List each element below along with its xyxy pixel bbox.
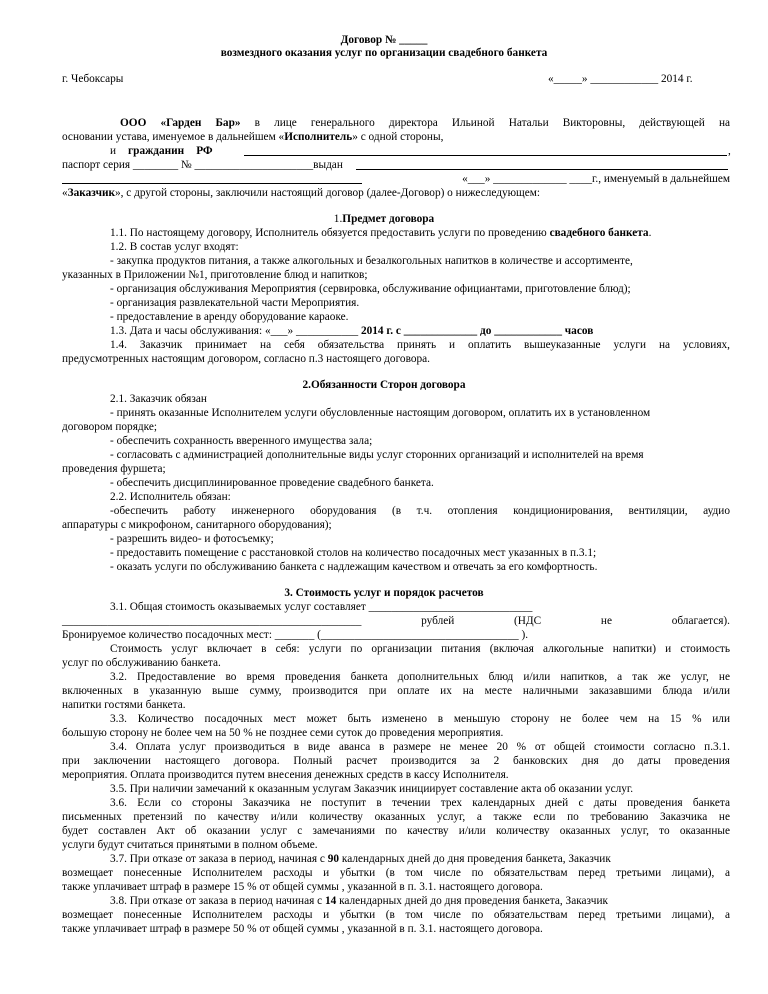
preamble-text: « bbox=[62, 187, 68, 199]
clause-1-2-c: - организация развлекательной части Мероприятия. bbox=[110, 297, 360, 309]
clause-text: 3.8. При отказе от заказа в период начиная с bbox=[110, 895, 325, 907]
clause-3-6: 3.6. Если со стороны Заказчика не поступит в течении трех календарных дней с даты проведения банкета bbox=[110, 797, 730, 809]
clause-3-7-cont: возмещает понесенные Исполнителем расходы и убытки (в том числе по обязательствам перед третьими лицами), а bbox=[62, 867, 730, 879]
clause-3-3: 3.3. Количество посадочных мест может быть изменено в меньшую сторону не более чем на 15 % или bbox=[110, 713, 730, 725]
year-label: 2014 г. bbox=[360, 325, 394, 337]
clause-3-7-end: также уплачивает штраф в размере 15 % от общей суммы , указанной в п. 3.1. настоящего договора. bbox=[62, 881, 543, 893]
clause-1-3 bbox=[110, 325, 593, 338]
section-3-title: 3. Стоимость услуг и порядок расчетов bbox=[284, 587, 484, 599]
clause-text: . bbox=[648, 227, 652, 239]
company-name: ООО «Гарден Бар» bbox=[120, 117, 241, 129]
preamble-line-3 bbox=[110, 145, 213, 158]
clause-2-1-d: - обеспечить дисциплинированное проведение свадебного банкета. bbox=[110, 477, 434, 489]
preamble-line-1 bbox=[62, 117, 730, 130]
clause-3-8 bbox=[110, 895, 608, 908]
clause-3-6-end: услуги будут считаться принятыми в полном объеме. bbox=[62, 839, 318, 851]
clause-text: 1.3. Дата и часы обслуживания: «___» ___________ bbox=[110, 325, 361, 337]
clause-3-2: 3.2. Предоставление во время проведения банкета дополнительных блюд и/или напитков, а так же услуг, не bbox=[110, 671, 730, 683]
passport-issued-field[interactable] bbox=[356, 159, 728, 170]
clause-2-2: 2.2. Исполнитель обязан: bbox=[110, 491, 231, 503]
section-2-title: 2.Обязанности Сторон договора bbox=[302, 379, 466, 391]
clause-3-8-cont: возмещает понесенные Исполнителем расходы и убытки (в том числе по обязательствам перед третьими лицами), а bbox=[62, 909, 730, 921]
days-90: 90 bbox=[327, 853, 340, 865]
clause-text: 1.1. По настоящему договору, Исполнитель обязуется предоставить услуги по проведению bbox=[110, 227, 550, 239]
executor-label: Исполнитель bbox=[284, 131, 353, 143]
clause-2-2-d: - оказать услуги по обслуживанию банкета с надлежащим качеством и отвечать за его комфортность. bbox=[110, 561, 598, 573]
clause-3-2-end: напитки гостями банкета. bbox=[62, 699, 186, 711]
clause-text: календарных дней до дня проведения банкета, Заказчик bbox=[339, 853, 611, 865]
clause-1-2-a-cont: указанных в Приложении №1, приготовление блюд и напитков; bbox=[62, 269, 368, 281]
days-14: 14 bbox=[324, 895, 337, 907]
clause-2-2-a: -обеспечить работу инженерного оборудования (в т.ч. отопления кондиционирования, вентиляции, аудио bbox=[110, 505, 730, 517]
clause-3-1-includes-cont: услуг по обслуживанию банкета. bbox=[62, 657, 221, 669]
clause-3-4: 3.4. Оплата услуг производиться в виде аванса в размере не менее 20 % от общей стоимости согласно п.3.1. bbox=[110, 741, 730, 753]
contract-title: Договор № _____ bbox=[340, 34, 428, 46]
clause-3-8-end: также уплачивает штраф в размере 50 % от общей суммы , указанной в п. 3.1. настоящего договора. bbox=[62, 923, 543, 935]
clause-2-1-b: - обеспечить сохранность вверенного имущества зала; bbox=[110, 435, 373, 447]
customer-name-field[interactable] bbox=[244, 145, 727, 156]
clause-3-1: 3.1. Общая стоимость оказываемых услуг составляет _____________________________ bbox=[110, 601, 533, 613]
clause-1-1 bbox=[110, 227, 651, 240]
clause-2-2-c: - предоставить помещение с расстановкой столов на количество посадочных мест указанных в п.3.1; bbox=[110, 547, 597, 559]
clause-2-2-a-cont: аппаратуры с микрофоном, санитарного оборудования); bbox=[62, 519, 332, 531]
clause-2-1-c: - согласовать с администрацией дополнительные виды услуг сторонних организаций и исполнителей на время bbox=[110, 449, 644, 461]
contract-subtitle: возмездного оказания услуг по организации свадебного банкета bbox=[220, 47, 548, 59]
issuer-field[interactable] bbox=[62, 173, 362, 184]
clause-3-2-cont: включенных в указанную выше сумму, производится при оплате их на месте наличными заказавшими блюда и/или bbox=[62, 685, 730, 697]
preamble-line-2 bbox=[62, 131, 443, 144]
clause-text: календарных дней до дня проведения банкета, Заказчик bbox=[336, 895, 609, 907]
clause-3-4-cont: при заключении настоящего договора. Полный расчет производится за 2 банковских дня до даты проведения bbox=[62, 755, 730, 767]
customer-label: Заказчик bbox=[67, 187, 115, 199]
clause-2-1-c-cont: проведения фуршета; bbox=[62, 463, 166, 475]
preamble-line-6 bbox=[62, 187, 540, 200]
clause-3-7 bbox=[110, 853, 730, 866]
clause-text: 3.7. При отказе от заказа в период, начиная с bbox=[110, 853, 328, 865]
clause-1-4: 1.4. Заказчик принимает на себя обязательства принять и оплатить вышеуказанные услуги на условиях, bbox=[110, 339, 730, 351]
clause-3-1-amount: _____________________________________________________ рублей (НДС не облагается). bbox=[62, 615, 730, 627]
country-label: РФ bbox=[196, 145, 213, 157]
clause-3-4-end: мероприятия. Оплата производится путем внесения денежных средств в кассу Исполнителя. bbox=[62, 769, 509, 781]
seats-line: Бронируемое количество посадочных мест: _______ (___________________________________ ). bbox=[62, 629, 529, 641]
preamble-text: » с одной стороны, bbox=[352, 131, 444, 143]
section-1-title bbox=[0, 213, 768, 226]
clause-1-4-cont: предусмотренных настоящим договором, согласно п.3 настоящего договора. bbox=[62, 353, 430, 365]
passport-line: паспорт серия ________ № _____________________выдан bbox=[62, 159, 343, 171]
contract-date: «_____» ____________ 2014 г. bbox=[548, 73, 693, 85]
preamble-text: основании устава, именуемое в дальнейшем « bbox=[62, 131, 285, 143]
clause-3-5: 3.5. При наличии замечаний к оказанным услугам Заказчик инициирует составление акта об оказании услуг. bbox=[110, 783, 634, 795]
preamble-text: в лице генерального директора Ильиной Натальи Викторовны, действующей на bbox=[240, 117, 731, 129]
clause-2-1-a-cont: договором порядке; bbox=[62, 421, 158, 433]
preamble-text: », с другой стороны, заключили настоящий договор (далее-Договор) о нижеследующем: bbox=[114, 187, 541, 199]
issue-date-line: «___» _____________ ____г., именуемый в дальнейшем bbox=[462, 173, 730, 185]
clause-2-1-a: - принять оказанные Исполнителем услуги обусловленные настоящим договором, оплатить их в установленном bbox=[110, 407, 651, 419]
clause-1-2: 1.2. В состав услуг входят: bbox=[110, 241, 239, 253]
comma: , bbox=[728, 145, 731, 157]
clause-1-2-d: - предоставление в аренду оборудование караоке. bbox=[110, 311, 349, 323]
banquet-label: свадебного банкета bbox=[549, 227, 649, 239]
time-range: с _____________ до ____________ часов bbox=[393, 325, 594, 337]
clause-3-3-cont: большую сторону не более чем на 50 % не позднее семи суток до проведения мероприятия. bbox=[62, 727, 504, 739]
clause-3-6-cont-2: будет составлен Акт об оказании услуг с замечаниями по качеству и/или количеству оказанных услуг, то оказанные bbox=[62, 825, 730, 837]
clause-2-2-b: - разрешить видео- и фотосъемку; bbox=[110, 533, 274, 545]
section-title: Предмет договора bbox=[342, 213, 435, 225]
city: г. Чебоксары bbox=[62, 73, 124, 85]
clause-1-2-b: - организация обслуживания Мероприятия (сервировка, обслуживание официантами, приготовление блюд); bbox=[110, 283, 631, 295]
section-number: 1. bbox=[333, 213, 343, 225]
clause-3-6-cont-1: письменных претензий по качеству и/или количеству оказанных услуг, а также если по требованию Заказчика не bbox=[62, 811, 730, 823]
citizen-label: гражданин bbox=[128, 145, 185, 157]
clause-2-1: 2.1. Заказчик обязан bbox=[110, 393, 207, 405]
clause-1-2-a: - закупка продуктов питания, а также алкогольных и безалкогольных напитков в количестве и ассортименте, bbox=[110, 255, 633, 267]
preamble-text: и bbox=[110, 145, 117, 157]
clause-3-1-includes: Стоимость услуг включает в себя: услуги по организации питания (включая алкогольные напитки) и стоимость bbox=[110, 643, 730, 655]
